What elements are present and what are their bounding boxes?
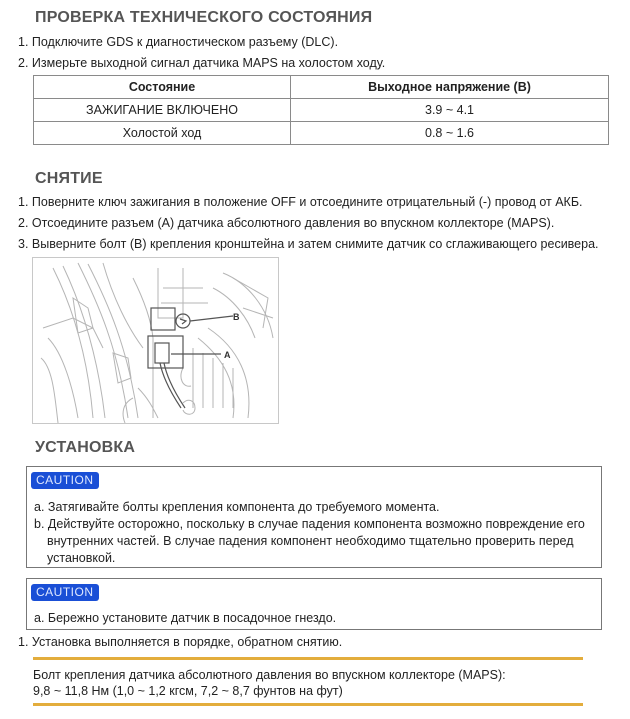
caution-item-b: b. Действуйте осторожно, поскольку в случае падения компонента возможно повреждение его [34, 517, 585, 531]
voltage-spec-table [33, 75, 609, 145]
removal-step-1: 1. Поверните ключ зажигания в положение OFF и отсоедините отрицательный (-) провод от АКБ. [18, 195, 583, 209]
torque-bottom-rule [33, 703, 583, 706]
caution-item-a: a. Бережно установите датчик в посадочное гнездо. [34, 611, 337, 625]
inspection-step-2: 2. Измерьте выходной сигнал датчика MAPS на холостом ходу. [18, 56, 386, 70]
removal-heading: СНЯТИЕ [35, 170, 103, 187]
column-header-voltage: Выходное напряжение (В) [291, 76, 609, 99]
cell-voltage: 0.8 ~ 1.6 [291, 122, 609, 145]
inspection-step-1: 1. Подключите GDS к диагностическом разъему (DLC). [18, 35, 339, 49]
caution-badge: CAUTION [31, 472, 99, 489]
callout-label-b: B [233, 312, 240, 322]
caution-item-a: a. Затягивайте болты крепления компонента до требуемого момента. [34, 500, 440, 514]
cell-state: ЗАЖИГАНИЕ ВКЛЮЧЕНО [34, 99, 291, 122]
cell-state: Холостой ход [34, 122, 291, 145]
callout-label-a: A [224, 350, 231, 360]
table-row [34, 122, 609, 145]
caution-badge: CAUTION [31, 584, 99, 601]
torque-top-rule [33, 657, 583, 660]
cell-voltage: 3.9 ~ 4.1 [291, 99, 609, 122]
table-row [34, 99, 609, 122]
removal-step-2: 2. Отсоедините разъем (А) датчика абсолютного давления во впускном коллекторе (MAPS). [18, 216, 555, 230]
caution-item-b-cont: внутренних частей. В случае падения компонент необходимо тщательно проверить перед [47, 534, 574, 548]
installation-step-1: 1. Установка выполняется в порядке, обратном снятию. [18, 635, 343, 649]
torque-spec-label: Болт крепления датчика абсолютного давления во впускном коллекторе (MAPS): [33, 668, 506, 682]
column-header-state: Состояние [34, 76, 291, 99]
table-header-row [34, 76, 609, 99]
engine-line-drawing [33, 258, 279, 424]
torque-spec-value: 9,8 ~ 11,8 Нм (1,0 ~ 1,2 кгсм, 7,2 ~ 8,7 фунтов на фут) [33, 684, 343, 698]
maps-sensor-diagram [32, 257, 279, 424]
removal-step-3: 3. Выверните болт (В) крепления кронштейна и затем снимите датчик со сглаживающего ресивера. [18, 237, 599, 251]
caution-box-1 [26, 466, 602, 568]
caution-item-b-cont2: установкой. [47, 551, 116, 565]
installation-heading: УСТАНОВКА [35, 439, 136, 456]
inspection-heading: ПРОВЕРКА ТЕХНИЧЕСКОГО СОСТОЯНИЯ [35, 9, 373, 26]
caution-box-2 [26, 578, 602, 630]
